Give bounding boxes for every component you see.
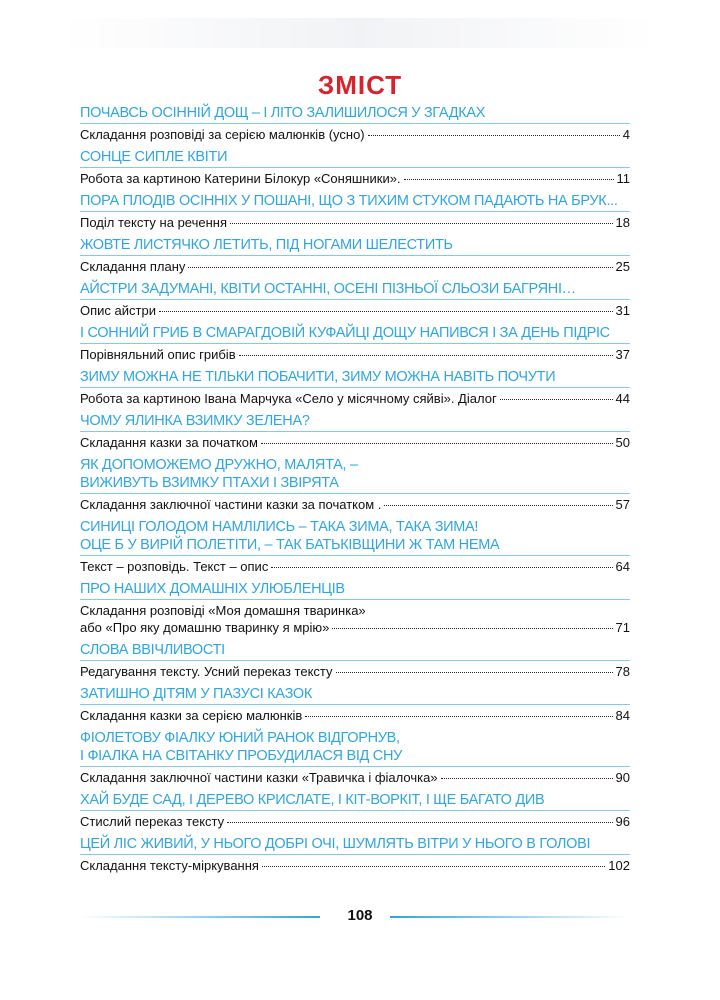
toc-entry bbox=[80, 192, 630, 231]
toc-entry bbox=[80, 324, 630, 363]
toc-entry-page: 11 bbox=[616, 171, 630, 186]
toc-entry-subtitle: Робота за картиною Катерини Білокур «Соняшники». bbox=[80, 171, 401, 186]
dot-leader bbox=[261, 443, 613, 444]
toc-entry-row bbox=[80, 214, 630, 231]
toc-entry-subtitle: Робота за картиною Івана Марчука «Село у місячному сяйві». Діалог bbox=[80, 391, 497, 406]
toc-entry-subtitle: або «Про яку домашню тваринку я мрію» bbox=[80, 620, 330, 635]
toc-entry bbox=[80, 412, 630, 451]
dot-leader bbox=[230, 223, 613, 224]
dot-leader bbox=[262, 866, 605, 867]
toc-entry-row bbox=[80, 390, 630, 407]
toc-entry-heading bbox=[80, 456, 630, 494]
toc-entry-page: 84 bbox=[615, 708, 630, 723]
toc-entry-subtitle: Порівняльний опис грибів bbox=[80, 347, 236, 362]
dot-leader bbox=[239, 355, 613, 356]
toc-entry bbox=[80, 685, 630, 724]
toc-entry-page: 25 bbox=[615, 259, 630, 274]
toc-heading-line: ЗИМУ МОЖНА НЕ ТІЛЬКИ ПОБАЧИТИ, ЗИМУ МОЖНА НАВІТЬ ПОЧУТИ bbox=[80, 369, 556, 385]
toc-heading-line: ЗАТИШНО ДІТЯМ У ПАЗУСІ КАЗОК bbox=[80, 686, 312, 702]
toc-entry bbox=[80, 280, 630, 319]
toc-entry-heading bbox=[80, 148, 630, 168]
toc-entry-subtitle: Складання розповіді за серією малюнків (усно) bbox=[80, 127, 365, 142]
toc-entry bbox=[80, 729, 630, 786]
bleed-through-text bbox=[60, 18, 660, 48]
toc-entry-subtitle: Складання тексту-міркування bbox=[80, 858, 259, 873]
toc-entry-heading bbox=[80, 280, 630, 300]
toc-heading-line: ПОЧАВСЬ ОСІННІЙ ДОЩ – І ЛІТО ЗАЛИШИЛОСЯ У ЗГАДКАХ bbox=[80, 105, 486, 121]
dot-leader bbox=[227, 822, 612, 823]
toc-entry-page: 4 bbox=[622, 127, 630, 142]
toc-entry-page: 50 bbox=[615, 435, 630, 450]
toc-heading-line: СИНИЦІ ГОЛОДОМ НАМЛІЛИСЬ – ТАКА ЗИМА, ТАКА ЗИМА! bbox=[80, 519, 479, 535]
toc-entry-subtitle: Поділ тексту на речення bbox=[80, 215, 227, 230]
page-footer bbox=[0, 905, 720, 929]
toc-entry-row bbox=[80, 346, 630, 363]
toc-heading-line: ЯК ДОПОМОЖЕМО ДРУЖНО, МАЛЯТА, – bbox=[80, 457, 358, 473]
toc-entry-subtitle: Складання розповіді «Моя домашня тваринка» bbox=[80, 603, 366, 618]
toc-entry-page: 18 bbox=[615, 215, 630, 230]
toc-entry-page: 78 bbox=[615, 664, 630, 679]
toc-entry-subtitle: Текст – розповідь. Текст – опис bbox=[80, 559, 269, 574]
dot-leader bbox=[188, 267, 612, 268]
toc-entry-page: 37 bbox=[615, 347, 630, 362]
toc-entry-page: 71 bbox=[615, 620, 630, 635]
toc-heading-line: ФІОЛЕТОВУ ФІАЛКУ ЮНИЙ РАНОК ВІДГОРНУВ, bbox=[80, 730, 400, 746]
toc-heading-line: АЙСТРИ ЗАДУМАНІ, КВІТИ ОСТАННІ, ОСЕНІ ПІЗНЬОЇ СЛЬОЗИ БАГРЯНІ… bbox=[80, 281, 576, 297]
footer-rule-right bbox=[390, 916, 630, 918]
toc-entry-subtitle: Складання плану bbox=[80, 259, 186, 274]
toc-entry bbox=[80, 104, 630, 143]
toc-entry bbox=[80, 835, 630, 874]
toc-entry bbox=[80, 456, 630, 513]
toc-entry-row bbox=[80, 857, 630, 874]
toc-entry-subtitle: Складання казки за серією малюнків bbox=[80, 708, 303, 723]
toc-entry-heading bbox=[80, 641, 630, 661]
toc-entry-row bbox=[80, 258, 630, 275]
toc-entry-subtitle: Опис айстри bbox=[80, 303, 156, 318]
toc-heading-line: СОНЦЕ СИПЛЕ КВІТИ bbox=[80, 149, 228, 165]
toc-entry-page: 44 bbox=[615, 391, 630, 406]
toc-entry-row bbox=[80, 126, 630, 143]
dot-leader bbox=[305, 716, 612, 717]
dot-leader bbox=[332, 628, 612, 629]
toc-entry bbox=[80, 236, 630, 275]
toc-entry-row bbox=[80, 302, 630, 319]
dot-leader bbox=[336, 672, 613, 673]
toc-entry-page: 31 bbox=[615, 303, 630, 318]
toc-entry-row bbox=[80, 707, 630, 724]
page-number: 108 bbox=[347, 907, 373, 924]
toc-entry bbox=[80, 791, 630, 830]
toc-heading-line: ЦЕЙ ЛІС ЖИВИЙ, У НЬОГО ДОБРІ ОЧІ, ШУМЛЯТЬ ВІТРИ У НЬОГО В ГОЛОВІ bbox=[80, 836, 591, 852]
toc-entry-heading bbox=[80, 791, 630, 811]
dot-leader bbox=[271, 567, 612, 568]
toc-heading-line: ЖОВТЕ ЛИСТЯЧКО ЛЕТИТЬ, ПІД НОГАМИ ШЕЛЕСТИТЬ bbox=[80, 237, 453, 253]
toc-entry-heading bbox=[80, 192, 630, 212]
toc-entry-page: 57 bbox=[615, 497, 630, 512]
toc-heading-line: ЧОМУ ЯЛИНКА ВЗИМКУ ЗЕЛЕНА? bbox=[80, 413, 310, 429]
toc-entry-subtitle: Складання заключної частини казки «Травичка і фіалочка» bbox=[80, 770, 438, 785]
toc-heading-line: ВИЖИВУТЬ ВЗИМКУ ПТАХИ І ЗВІРЯТА bbox=[80, 475, 339, 491]
dot-leader bbox=[441, 778, 613, 779]
toc-entry-heading bbox=[80, 104, 630, 124]
toc-entry-page: 90 bbox=[615, 770, 630, 785]
toc-entry-heading bbox=[80, 412, 630, 432]
toc-entry-subtitle: Стислий переказ тексту bbox=[80, 814, 225, 829]
toc-entry-row bbox=[80, 813, 630, 830]
toc-entry-subtitle: Складання заключної частини казки за початком . bbox=[80, 497, 382, 512]
toc-entry-row bbox=[80, 663, 630, 680]
toc-heading-line: ПОРА ПЛОДІВ ОСІННІХ У ПОШАНІ, ЩО З ТИХИМ СТУКОМ ПАДАЮТЬ НА БРУК... bbox=[80, 193, 618, 209]
dot-leader bbox=[159, 311, 613, 312]
table-of-contents bbox=[80, 104, 630, 879]
toc-entry-subtitle: Складання казки за початком bbox=[80, 435, 258, 450]
toc-entry-row bbox=[80, 619, 630, 636]
toc-heading-line: ОЦЕ Б У ВИРІЙ ПОЛЕТІТИ, – ТАК БАТЬКІВЩИНИ Ж ТАМ НЕМА bbox=[80, 537, 500, 553]
toc-heading-line: ПРО НАШИХ ДОМАШНІХ УЛЮБЛЕНЦІВ bbox=[80, 581, 345, 597]
toc-entry-row bbox=[80, 496, 630, 513]
toc-entry-heading bbox=[80, 835, 630, 855]
toc-heading-line: І СОННИЙ ГРИБ В СМАРАГДОВІЙ КУФАЙЦІ ДОЩУ НАПИВСЯ І ЗА ДЕНЬ ПІДРІС bbox=[80, 325, 610, 341]
toc-entry-heading bbox=[80, 729, 630, 767]
toc-entry-heading bbox=[80, 518, 630, 556]
toc-heading-line: І ФІАЛКА НА СВІТАНКУ ПРОБУДИЛАСЯ ВІД СНУ bbox=[80, 748, 403, 764]
toc-entry-heading bbox=[80, 368, 630, 388]
toc-heading-line: ХАЙ БУДЕ САД, І ДЕРЕВО КРИСЛАТЕ, І КІТ-ВОРКІТ, І ЩЕ БАГАТО ДИВ bbox=[80, 792, 545, 808]
toc-entry bbox=[80, 368, 630, 407]
dot-leader bbox=[368, 135, 620, 136]
toc-entry bbox=[80, 518, 630, 575]
toc-entry bbox=[80, 641, 630, 680]
page-title: ЗМІСТ bbox=[317, 70, 403, 100]
toc-entry-row bbox=[80, 170, 630, 187]
toc-entry bbox=[80, 148, 630, 187]
toc-entry-page: 64 bbox=[615, 559, 630, 574]
toc-entry-heading bbox=[80, 236, 630, 256]
toc-entry-heading bbox=[80, 324, 630, 344]
toc-entry-row bbox=[80, 434, 630, 451]
toc-entry bbox=[80, 580, 630, 636]
dot-leader bbox=[404, 179, 614, 180]
toc-entry-subtitle: Редагування тексту. Усний переказ тексту bbox=[80, 664, 333, 679]
toc-entry-heading bbox=[80, 685, 630, 705]
toc-entry-page: 102 bbox=[608, 858, 630, 873]
toc-entry-heading bbox=[80, 580, 630, 600]
dot-leader bbox=[500, 399, 613, 400]
toc-entry-row bbox=[80, 558, 630, 575]
toc-heading-line: СЛОВА ВВІЧЛИВОСТІ bbox=[80, 642, 225, 658]
toc-entry-page: 96 bbox=[615, 814, 630, 829]
toc-entry-row bbox=[80, 769, 630, 786]
dot-leader bbox=[384, 505, 612, 506]
